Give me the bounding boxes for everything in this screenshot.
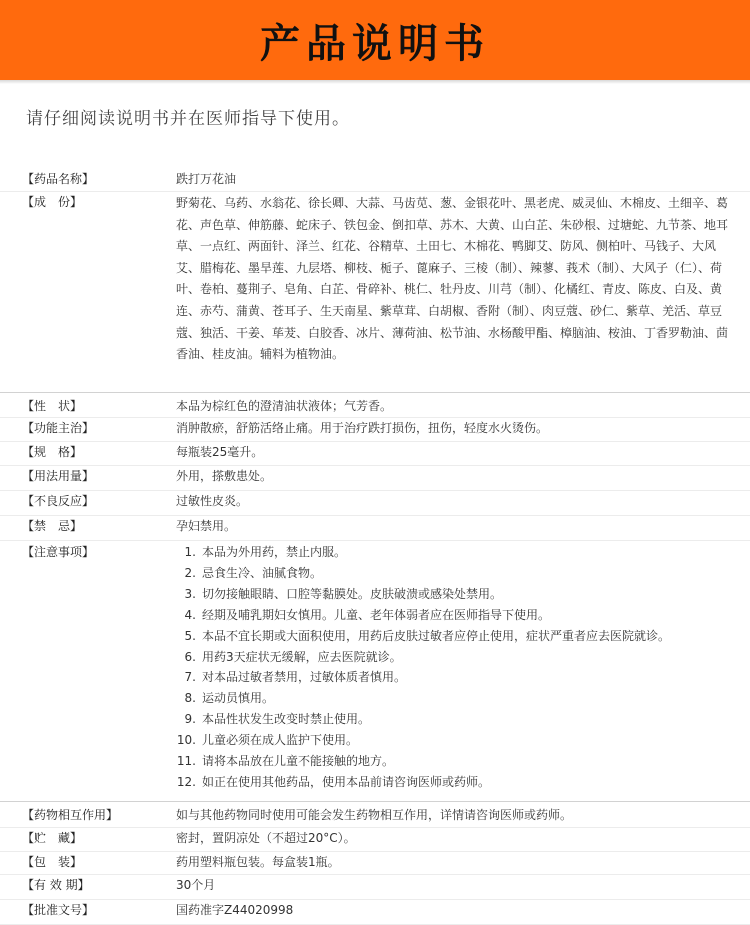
row-storage bbox=[0, 828, 750, 852]
list-item-text: 本品性状发生改变时禁止使用。 bbox=[202, 712, 371, 727]
field-label: 【贮 藏】 bbox=[22, 831, 83, 845]
usage-notice: 请仔细阅读说明书并在医师指导下使用。 bbox=[26, 109, 350, 129]
field-label: 【药品名称】 bbox=[22, 172, 95, 186]
list-item-text: 对本品过敏者禁用，过敏体质者慎用。 bbox=[202, 670, 407, 685]
list-item-number: 11. bbox=[176, 754, 196, 769]
field-label: 【功能主治】 bbox=[22, 421, 95, 435]
field-value: 野菊花、乌药、水翁花、徐长卿、大蒜、马齿苋、葱、金银花叶、黑老虎、威灵仙、木棉皮、土细辛、葛花、声色草、伸筋藤、蛇床子、铁包金、倒扣草、苏木、大黄、山白芷、朱砂根、过塘蛇、九节茶、地耳草、一点红、两面针、泽兰、红花、谷精草、土田七、木棉花、鸭脚艾、防风、侧柏叶、马钱子、大风艾、腊梅花、墨旱莲、九层塔、柳枝、栀子、蓖麻子、三棱（制）、辣蓼、莪术（制）、大风子（仁）、荷叶、卷柏、蔓荆子、皂角、白芷、骨碎补、桃仁、牡丹皮、川芎（制）、化橘红、青皮、陈皮、白及、黄连、赤芍、蒲黄、苍耳子、生天南星、紫草茸、白胡椒、香附（制）、肉豆蔻、砂仁、紫草、羌活、草豆蔻、独活、干姜、荜茇、白胶香、冰片、薄荷油、松节油、水杨酸甲酯、樟脑油、桉油、丁香罗勒油、茴香油、桂皮油。辅料为植物油。 bbox=[176, 196, 729, 362]
list-item-text: 请将本品放在儿童不能接触的地方。 bbox=[202, 754, 395, 769]
list-item bbox=[176, 667, 732, 688]
list-item bbox=[176, 626, 732, 647]
list-item bbox=[176, 647, 732, 668]
page-title: 产品说明书 bbox=[260, 19, 490, 67]
list-item bbox=[176, 709, 732, 730]
row-interactions bbox=[0, 805, 750, 828]
list-item bbox=[176, 751, 732, 772]
list-item-text: 切勿接触眼睛、口腔等黏膜处。皮肤破溃或感染处禁用。 bbox=[202, 586, 503, 601]
instruction-table bbox=[0, 169, 750, 925]
banner-shadow bbox=[0, 80, 750, 84]
row-approval-number bbox=[0, 900, 750, 925]
field-value: 药用塑料瓶包装。每盒装1瓶。 bbox=[176, 855, 340, 869]
field-label: 【包 装】 bbox=[22, 855, 83, 869]
list-item-number: 1. bbox=[184, 545, 196, 559]
list-item-text: 本品为外用药，禁止内服。 bbox=[202, 545, 347, 559]
list-item-number: 8. bbox=[184, 691, 196, 706]
list-item-number: 7. bbox=[184, 670, 196, 685]
field-value: 密封，置阴凉处（不超过20°C）。 bbox=[176, 831, 356, 845]
field-label: 【药物相互作用】 bbox=[22, 808, 119, 822]
field-label: 【批准文号】 bbox=[22, 903, 95, 917]
row-indications bbox=[0, 418, 750, 442]
list-item-text: 忌食生冷、油腻食物。 bbox=[202, 565, 323, 580]
list-item bbox=[176, 605, 732, 626]
field-value: 外用，搽敷患处。 bbox=[176, 469, 273, 483]
field-value: 孕妇禁用。 bbox=[176, 519, 237, 533]
row-appearance bbox=[0, 396, 750, 418]
list-item bbox=[176, 688, 732, 709]
field-value: 30个月 bbox=[176, 878, 216, 892]
row-shelf-life bbox=[0, 875, 750, 900]
row-dosage bbox=[0, 466, 750, 491]
list-item-number: 6. bbox=[184, 649, 196, 664]
row-specification bbox=[0, 442, 750, 466]
field-label: 【性 状】 bbox=[22, 399, 83, 413]
list-item-number: 3. bbox=[184, 586, 196, 601]
list-item-number: 9. bbox=[184, 712, 196, 727]
field-value: 消肿散瘀，舒筋活络止痛。用于治疗跌打损伤，扭伤，轻度水火烫伤。 bbox=[176, 421, 549, 435]
row-precautions bbox=[0, 541, 750, 802]
list-item-text: 运动员慎用。 bbox=[202, 691, 275, 706]
precautions-list bbox=[176, 542, 732, 793]
list-item-text: 儿童必须在成人监护下使用。 bbox=[202, 733, 359, 748]
field-label: 【规 格】 bbox=[22, 445, 83, 459]
list-item bbox=[176, 730, 732, 751]
list-item bbox=[176, 584, 732, 605]
precautions-value bbox=[150, 541, 750, 801]
field-value: 过敏性皮炎。 bbox=[176, 494, 249, 508]
row-drug-name bbox=[0, 169, 750, 192]
field-label: 【成 份】 bbox=[22, 195, 83, 209]
field-value: 每瓶装25毫升。 bbox=[176, 445, 264, 459]
list-item-number: 2. bbox=[184, 565, 196, 580]
list-item-text: 用药3天症状无缓解，应去医院就诊。 bbox=[202, 649, 402, 664]
field-value: 本品为棕红色的澄清油状液体；气芳香。 bbox=[176, 399, 393, 413]
list-item bbox=[176, 542, 732, 563]
list-item-number: 5. bbox=[184, 628, 196, 643]
list-item-number: 4. bbox=[184, 607, 196, 622]
field-label: 【不良反应】 bbox=[22, 494, 95, 508]
field-value: 国药准字Z44020998 bbox=[176, 903, 294, 917]
list-item bbox=[176, 772, 732, 793]
list-item-number: 12. bbox=[176, 774, 196, 789]
list-item bbox=[176, 563, 732, 584]
list-item-text: 如正在使用其他药品，使用本品前请咨询医师或药师。 bbox=[202, 774, 491, 789]
field-label: 【注意事项】 bbox=[22, 545, 95, 559]
field-label: 【用法用量】 bbox=[22, 469, 95, 483]
row-packaging bbox=[0, 852, 750, 875]
field-label: 【禁 忌】 bbox=[22, 519, 83, 533]
list-item-text: 本品不宜长期或大面积使用，用药后皮肤过敏者应停止使用，症状严重者应去医院就诊。 bbox=[202, 628, 671, 643]
list-item-text: 经期及哺乳期妇女慎用。儿童、老年体弱者应在医师指导下使用。 bbox=[202, 607, 551, 622]
field-value: 跌打万花油 bbox=[176, 172, 237, 186]
row-ingredients bbox=[0, 192, 750, 393]
field-value: 如与其他药物同时使用可能会发生药物相互作用，详情请咨询医师或药师。 bbox=[176, 808, 573, 822]
list-item-number: 10. bbox=[176, 733, 196, 748]
row-contraindications bbox=[0, 516, 750, 541]
field-label: 【有 效 期】 bbox=[22, 878, 90, 892]
row-adverse-reactions bbox=[0, 491, 750, 516]
header-banner bbox=[0, 0, 750, 81]
